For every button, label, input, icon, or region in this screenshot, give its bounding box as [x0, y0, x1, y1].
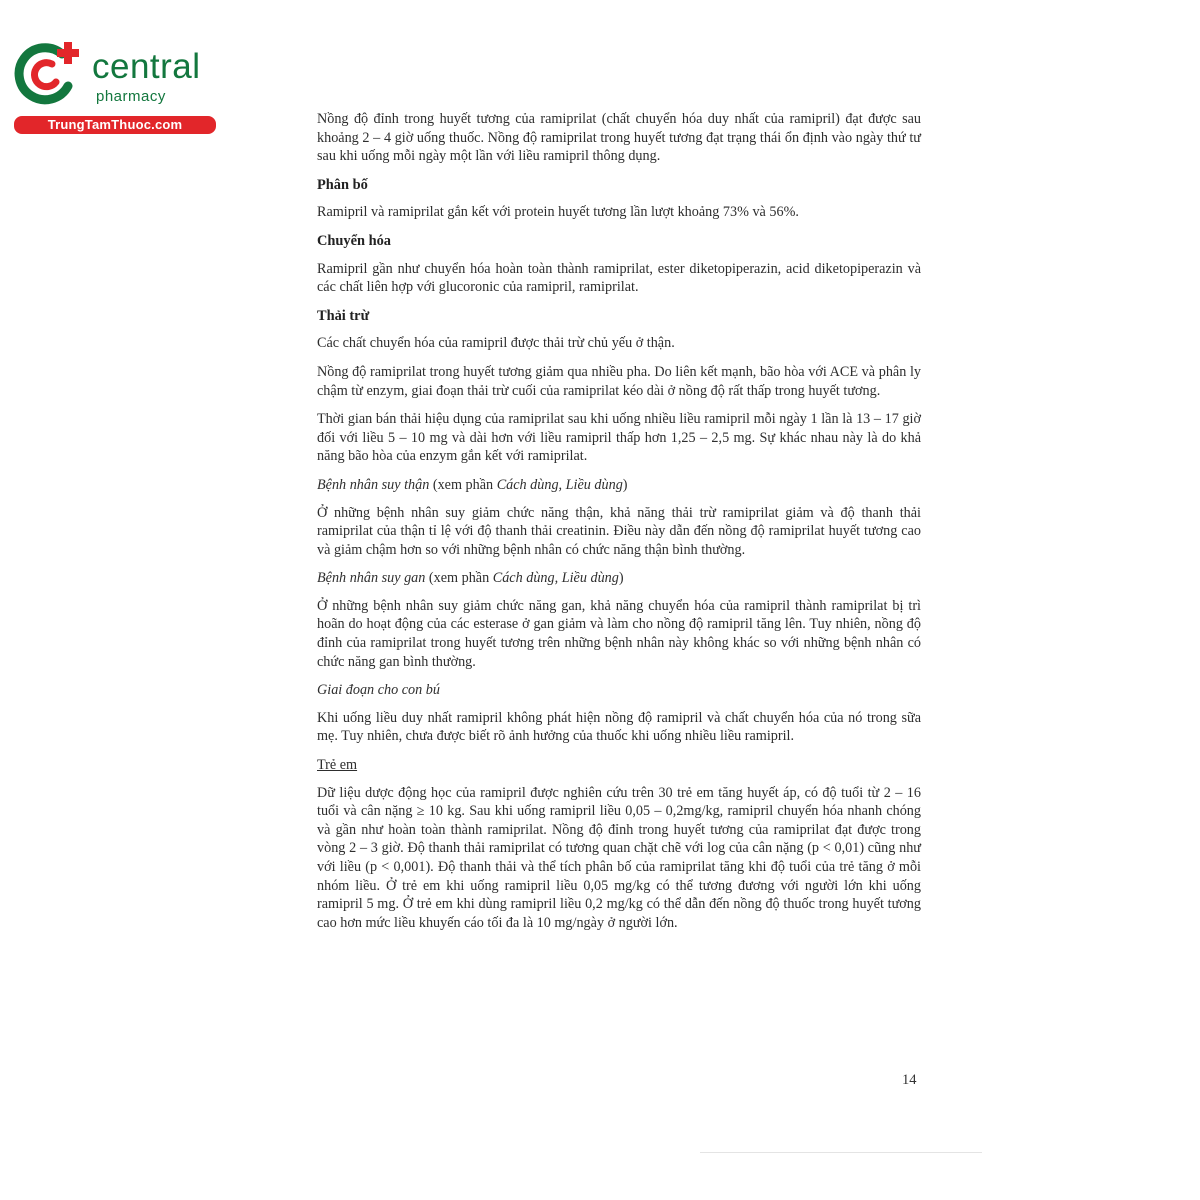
renal-ref: Cách dùng, Liều dùng [496, 476, 623, 493]
metabolism-heading: Chuyển hóa [317, 232, 391, 249]
renal-ref-post: ) [622, 476, 628, 493]
brand-name: central [92, 47, 201, 86]
elimination-paragraph-3: Thời gian bán thải hiệu dụng của ramiprilat sau khi uống nhiều liều ramipril mỗi ngày 1 lần là 13 – 17 giờ đối với liều 5 – 10 mg và dài hơn với liều ramipril thấp hơn 1,25 – 2,5 mg. Sự khác nhau này là do khả năng bão hòa của enzym gắn kết với ramiprilat. [317, 411, 921, 465]
lactation-paragraph: Khi uống liều duy nhất ramipril không phát hiện nồng độ ramipril và chất chuyển hóa của nó trong sữa mẹ. Tuy nhiên, chưa được biết rõ ảnh hưởng của thuốc khi uống nhiều liều ramipril. [317, 709, 921, 745]
brand-logo [8, 36, 218, 136]
hepatic-title: Bệnh nhân suy gan [317, 570, 426, 587]
distribution-heading: Phân bố [317, 176, 368, 193]
peak-concentration-paragraph: Nồng độ đỉnh trong huyết tương của ramiprilat (chất chuyển hóa duy nhất của ramipril) đạt được sau khoảng 2 – 4 giờ uống thuốc. Nồng độ ramiprilat trong huyết tương đạt trạng thái ổn định vào ngày thứ tư sau khi uống mỗi ngày một lần với liều ramipril thông dụng. [317, 111, 921, 165]
hepatic-ref-pre: (xem phần [425, 570, 493, 587]
hepatic-impairment-heading [317, 569, 921, 588]
renal-ref-pre: (xem phần [429, 476, 497, 493]
elimination-paragraph-2: Nồng độ ramiprilat trong huyết tương giảm qua nhiều pha. Do liên kết mạnh, bão hòa với ACE và phân ly chậm từ enzym, giai đoạn thải trừ cuối của ramiprilat kéo dài ở nồng độ rất thấp trong huyết tương. [317, 363, 921, 399]
elimination-heading: Thải trừ [317, 307, 370, 324]
document-body [317, 110, 921, 942]
pharmacy-cross-icon [12, 40, 84, 106]
renal-impairment-heading [317, 476, 921, 495]
lactation-title: Giai đoạn cho con bú [317, 682, 440, 699]
metabolism-paragraph: Ramipril gần như chuyển hóa hoàn toàn thành ramiprilat, ester diketopiperazin, acid diketopiperazin và các chất liên hợp với glucoronic của ramipril, ramiprilat. [317, 260, 921, 296]
distribution-paragraph: Ramipril và ramiprilat gắn kết với protein huyết tương lần lượt khoảng 73% và 56%. [317, 204, 799, 221]
children-heading: Trẻ em [317, 757, 358, 774]
renal-impairment-paragraph: Ở những bệnh nhân suy giảm chức năng thận, khả năng thải trừ ramiprilat giảm và độ thanh thải ramiprilat của thận tỉ lệ với độ thanh thải creatinin. Điều này dẫn đến nồng độ ramiprilat huyết tương cao và giảm chậm hơn so với những bệnh nhân có chức năng thận bình thường. [317, 504, 921, 558]
children-paragraph: Dữ liệu dược động học của ramipril được nghiên cứu trên 30 trẻ em tăng huyết áp, có độ tuổi từ 2 – 16 tuổi và cân nặng ≥ 10 kg. Sau khi uống ramipril liều 0,05 – 0,2mg/kg, ramipril chuyển hóa nhanh chóng và gần như hoàn toàn thành ramiprilat. Nồng độ đỉnh trong huyết tương của ramiprilat đạt được trong vòng 2 – 3 giờ. Độ thanh thải ramiprilat có tương quan chặt chẽ với log của cân nặng (p < 0,01) cũng như với liều (p < 0,001). Độ thanh thải và thể tích phân bố của ramiprilat tăng khi độ tuổi của trẻ tăng ở mỗi nhóm liều. Ở trẻ em khi uống ramipril liều 0,05 mg/kg có thể tương đương với người lớn khi uống ramipril 5 mg. Ở trẻ em khi dùng ramipril liều 0,2 mg/kg có thể dẫn đến nồng độ thuốc trong huyết tương cao hơn mức liều khuyến cáo tối đa là 10 mg/ngày ở người lớn. [317, 784, 921, 931]
renal-title: Bệnh nhân suy thận [317, 476, 430, 493]
elimination-paragraph-1: Các chất chuyển hóa của ramipril được thải trừ chủ yếu ở thận. [317, 335, 675, 352]
brand-url-banner: TrungTamThuoc.com [14, 116, 216, 134]
scan-divider [700, 1152, 982, 1153]
lactation-heading [317, 681, 921, 700]
hepatic-ref: Cách dùng, Liều dùng [492, 570, 619, 587]
hepatic-impairment-paragraph: Ở những bệnh nhân suy giảm chức năng gan, khả năng chuyển hóa của ramipril thành ramiprilat bị trì hoãn do hoạt động của các esterase ở gan giảm và làm cho nồng độ ramipril tăng lên. Tuy nhiên, nồng độ đỉnh của ramiprilat trong huyết tương trên những bệnh nhân này không khác so với những bệnh nhân có chức năng gan bình thường. [317, 597, 921, 670]
hepatic-ref-post: ) [618, 570, 624, 587]
brand-subtitle: pharmacy [96, 88, 166, 105]
page-number: 14 [902, 1072, 917, 1088]
